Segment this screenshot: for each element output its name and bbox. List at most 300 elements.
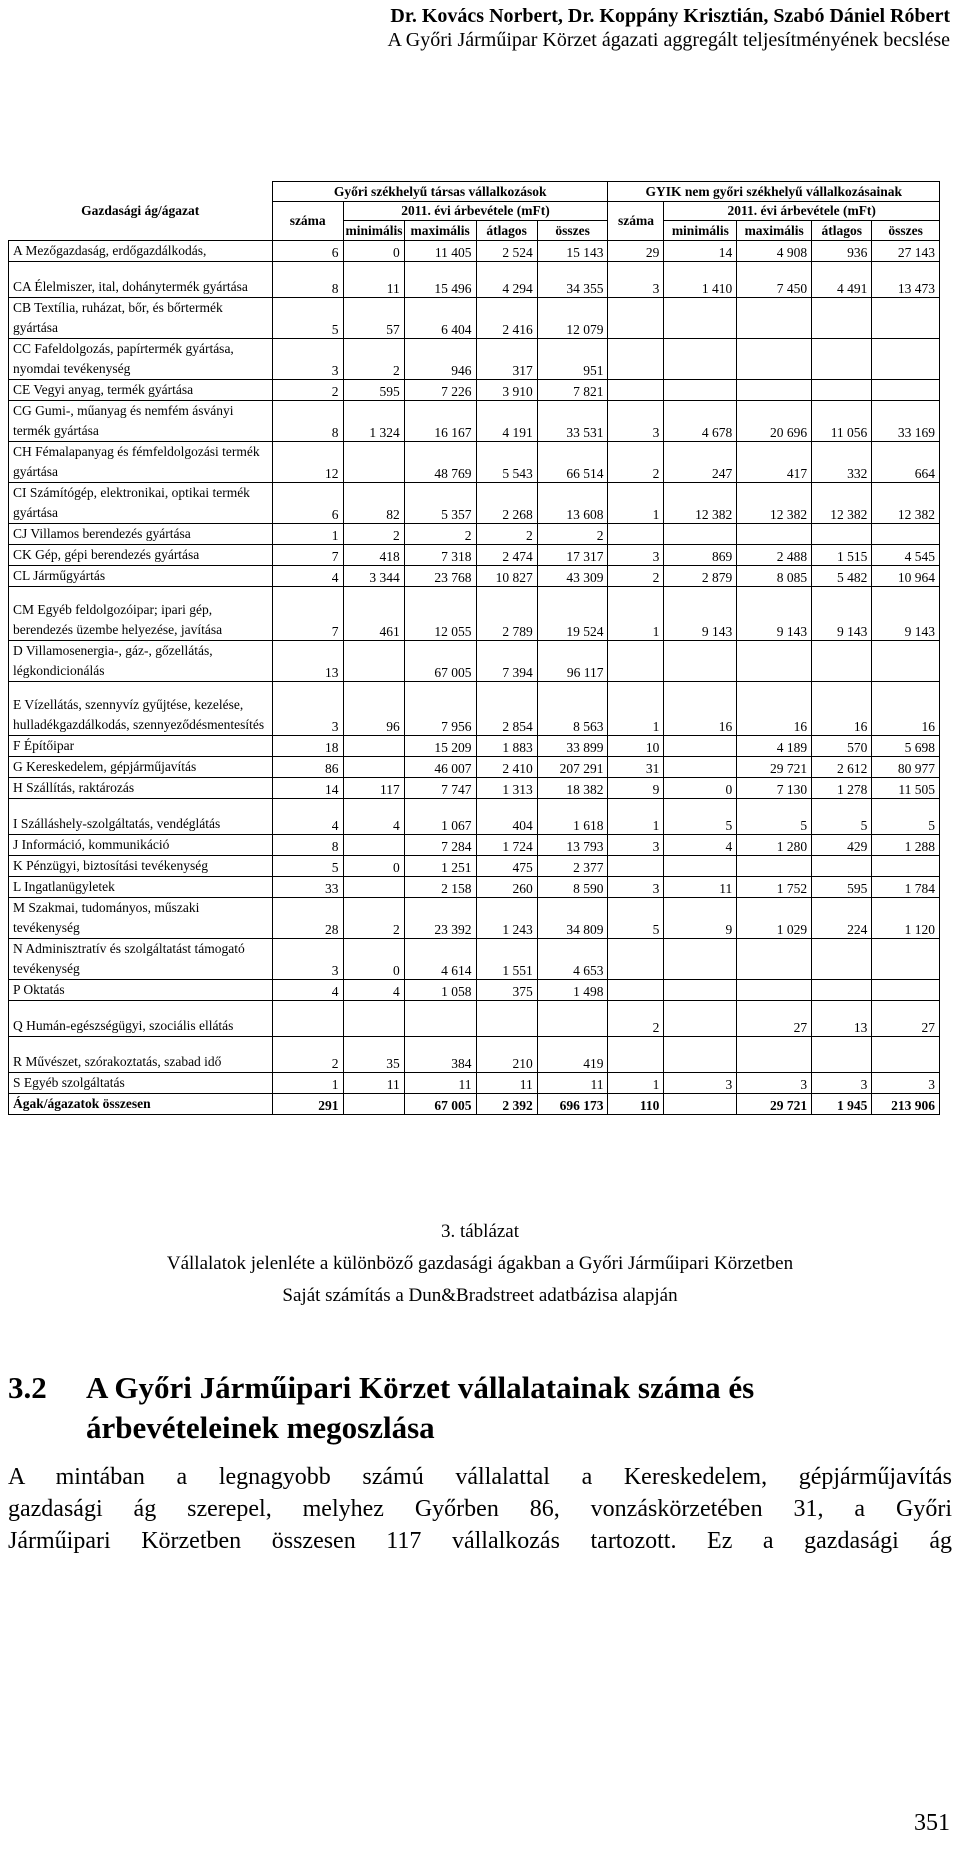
- row-value: 461: [343, 587, 404, 641]
- header-sector: Gazdasági ág/ágazat: [9, 182, 273, 241]
- row-value: [664, 1037, 737, 1073]
- row-value: 9 143: [872, 587, 940, 641]
- row-value: 7 284: [404, 835, 476, 856]
- row-value: 18 382: [537, 778, 608, 799]
- row-value: 2 854: [476, 682, 537, 736]
- row-value: 27: [872, 1001, 940, 1037]
- row-value: 2: [404, 524, 476, 545]
- row-value: [737, 980, 812, 1001]
- table-row: [9, 401, 940, 442]
- row-value: 9 143: [664, 587, 737, 641]
- table-row: [9, 1037, 940, 1073]
- row-value: 1 551: [476, 939, 537, 980]
- row-value: [737, 856, 812, 877]
- row-value: [812, 641, 872, 682]
- sector-table-container: [8, 181, 940, 1115]
- row-value: 11: [343, 262, 404, 298]
- row-value: 4: [343, 799, 404, 835]
- body-line-1: A mintában a legnagyobb számú vállalattal a Kereskedelem, gépjárműjavítás: [8, 1464, 952, 1490]
- row-value: 33 899: [537, 736, 608, 757]
- row-label: CH Fémalapanyag és fémfeldolgozási termék gyártása: [9, 442, 273, 483]
- row-value: 936: [812, 241, 872, 262]
- row-value: 2 416: [476, 298, 537, 339]
- row-label: Ágak/ágazatok összesen: [9, 1094, 273, 1115]
- row-value: 2 392: [476, 1094, 537, 1115]
- row-label: CL Járműgyártás: [9, 566, 273, 587]
- table-row: [9, 380, 940, 401]
- row-value: 2: [476, 524, 537, 545]
- section-title-line2: árbevételeinek megoszlása: [86, 1410, 435, 1445]
- row-value: [664, 298, 737, 339]
- table-row: [9, 483, 940, 524]
- row-label: CG Gumi-, műanyag és nemfém ásványi termék gyártása: [9, 401, 273, 442]
- row-value: 5 482: [812, 566, 872, 587]
- row-value: 1: [272, 1073, 343, 1094]
- header-avg-1: átlagos: [476, 221, 537, 241]
- row-value: [812, 1037, 872, 1073]
- row-value: 67 005: [404, 1094, 476, 1115]
- table-row: [9, 566, 940, 587]
- row-value: 7 394: [476, 641, 537, 682]
- row-value: 1 618: [537, 799, 608, 835]
- row-value: 2 377: [537, 856, 608, 877]
- header-max-2: maximális: [737, 221, 812, 241]
- row-label: E Vízellátás, szennyvíz gyűjtése, kezelése, hulladékgazdálkodás, szennyeződésmentesítés: [9, 682, 273, 736]
- row-value: [872, 641, 940, 682]
- row-value: 375: [476, 980, 537, 1001]
- row-value: 1 945: [812, 1094, 872, 1115]
- row-label: CI Számítógép, elektronikai, optikai termék gyártása: [9, 483, 273, 524]
- row-label: CK Gép, gépi berendezés gyártása: [9, 545, 273, 566]
- row-value: 6 404: [404, 298, 476, 339]
- row-value: 260: [476, 877, 537, 898]
- row-value: 3: [872, 1073, 940, 1094]
- row-value: 13 473: [872, 262, 940, 298]
- row-label: J Információ, kommunikáció: [9, 835, 273, 856]
- row-value: 10 827: [476, 566, 537, 587]
- row-value: 2: [343, 524, 404, 545]
- row-value: [476, 1001, 537, 1037]
- row-value: 16: [812, 682, 872, 736]
- header-avg-2: átlagos: [812, 221, 872, 241]
- row-value: 12 382: [812, 483, 872, 524]
- row-value: 3: [608, 877, 664, 898]
- row-value: 404: [476, 799, 537, 835]
- row-value: 16 167: [404, 401, 476, 442]
- row-value: 4: [272, 566, 343, 587]
- table-row: [9, 442, 940, 483]
- row-value: 696 173: [537, 1094, 608, 1115]
- row-value: 5: [872, 799, 940, 835]
- row-value: 12 382: [664, 483, 737, 524]
- row-value: 11: [343, 1073, 404, 1094]
- row-value: 9: [608, 778, 664, 799]
- row-value: 66 514: [537, 442, 608, 483]
- row-value: 1 752: [737, 877, 812, 898]
- row-label: CJ Villamos berendezés gyártása: [9, 524, 273, 545]
- table-row: [9, 641, 940, 682]
- row-value: [812, 856, 872, 877]
- row-value: 5: [664, 799, 737, 835]
- row-value: 1 120: [872, 898, 940, 939]
- row-value: 9 143: [812, 587, 872, 641]
- row-value: 14: [664, 241, 737, 262]
- row-value: 1 784: [872, 877, 940, 898]
- row-value: 28: [272, 898, 343, 939]
- row-value: 213 906: [872, 1094, 940, 1115]
- row-value: 3 910: [476, 380, 537, 401]
- row-value: [608, 939, 664, 980]
- table-row: [9, 778, 940, 799]
- row-value: 5: [812, 799, 872, 835]
- header-group-gyik: GYIK nem győri székhelyű vállalkozásainak: [608, 182, 940, 202]
- row-value: 1 067: [404, 799, 476, 835]
- header-total-1: összes: [537, 221, 608, 241]
- table-row: [9, 799, 940, 835]
- row-value: 67 005: [404, 641, 476, 682]
- row-value: [404, 1001, 476, 1037]
- row-value: 1: [608, 682, 664, 736]
- row-value: 0: [343, 241, 404, 262]
- header-min-2: minimális: [664, 221, 737, 241]
- row-value: [812, 939, 872, 980]
- row-value: 2: [608, 566, 664, 587]
- row-value: 384: [404, 1037, 476, 1073]
- row-value: 16: [664, 682, 737, 736]
- row-value: 3: [272, 939, 343, 980]
- row-value: [737, 339, 812, 380]
- row-value: 10: [608, 736, 664, 757]
- row-value: 7: [272, 587, 343, 641]
- row-value: 1 515: [812, 545, 872, 566]
- table-row: [9, 980, 940, 1001]
- row-value: 3: [608, 545, 664, 566]
- row-value: 207 291: [537, 757, 608, 778]
- row-value: [872, 1037, 940, 1073]
- page-number: 351: [914, 1810, 950, 1836]
- row-value: 48 769: [404, 442, 476, 483]
- row-value: 2: [272, 380, 343, 401]
- row-value: 35: [343, 1037, 404, 1073]
- row-value: 20 696: [737, 401, 812, 442]
- row-value: [664, 1001, 737, 1037]
- row-label: CC Fafeldolgozás, papírtermék gyártása, nyomdai tevékenység: [9, 339, 273, 380]
- row-value: [664, 736, 737, 757]
- header-count-2: száma: [608, 202, 664, 241]
- row-value: [737, 1037, 812, 1073]
- row-value: 419: [537, 1037, 608, 1073]
- row-value: [737, 524, 812, 545]
- row-value: 15 143: [537, 241, 608, 262]
- row-label: N Adminisztratív és szolgáltatást támogató tevékenység: [9, 939, 273, 980]
- row-value: 13: [272, 641, 343, 682]
- row-value: 29 721: [737, 1094, 812, 1115]
- row-value: 3: [608, 401, 664, 442]
- row-value: 0: [343, 856, 404, 877]
- row-value: [608, 641, 664, 682]
- caption-number: 3. táblázat: [440, 1221, 520, 1242]
- row-value: [737, 298, 812, 339]
- row-value: 33 531: [537, 401, 608, 442]
- table-row: [9, 545, 940, 566]
- row-value: 14: [272, 778, 343, 799]
- row-value: 8 085: [737, 566, 812, 587]
- row-value: 19 524: [537, 587, 608, 641]
- row-value: 2: [608, 1001, 664, 1037]
- row-value: 6: [272, 241, 343, 262]
- row-value: 8 590: [537, 877, 608, 898]
- row-value: 946: [404, 339, 476, 380]
- row-value: 11: [664, 877, 737, 898]
- header-max-1: maximális: [404, 221, 476, 241]
- row-label: Q Humán-egészségügyi, szociális ellátás: [9, 1001, 273, 1037]
- row-value: 247: [664, 442, 737, 483]
- body-paragraph: [8, 1461, 952, 1557]
- row-value: 4: [272, 799, 343, 835]
- row-value: [343, 442, 404, 483]
- row-value: 8: [272, 835, 343, 856]
- row-label: CM Egyéb feldolgozóipar; ipari gép, berendezés üzembe helyezése, javítása: [9, 587, 273, 641]
- row-value: 1 058: [404, 980, 476, 1001]
- row-value: 86: [272, 757, 343, 778]
- row-value: 8: [272, 401, 343, 442]
- row-label: CB Textília, ruházat, bőr, és bőrtermék gyártása: [9, 298, 273, 339]
- row-value: [664, 856, 737, 877]
- row-value: 82: [343, 483, 404, 524]
- row-label: P Oktatás: [9, 980, 273, 1001]
- row-value: 2 410: [476, 757, 537, 778]
- row-value: 29 721: [737, 757, 812, 778]
- row-value: 0: [664, 778, 737, 799]
- row-value: 2 524: [476, 241, 537, 262]
- row-label: A Mezőgazdaság, erdőgazdálkodás,: [9, 241, 273, 262]
- row-value: 27 143: [872, 241, 940, 262]
- row-value: 224: [812, 898, 872, 939]
- row-value: 3: [608, 835, 664, 856]
- row-value: 5: [272, 856, 343, 877]
- row-value: [343, 1094, 404, 1115]
- row-value: 12: [272, 442, 343, 483]
- row-value: 1 324: [343, 401, 404, 442]
- row-value: [608, 380, 664, 401]
- table-row: [9, 262, 940, 298]
- row-value: [343, 757, 404, 778]
- row-value: 429: [812, 835, 872, 856]
- row-value: 110: [608, 1094, 664, 1115]
- row-value: 29: [608, 241, 664, 262]
- row-value: 1 243: [476, 898, 537, 939]
- table-row: [9, 835, 940, 856]
- row-value: 4 491: [812, 262, 872, 298]
- row-value: 6: [272, 483, 343, 524]
- row-label: CE Vegyi anyag, termék gyártása: [9, 380, 273, 401]
- row-value: [812, 298, 872, 339]
- caption-title: Vállalatok jelenléte a különböző gazdasági ágakban a Győri Járműipari Körzetben: [166, 1253, 794, 1274]
- row-value: 33: [272, 877, 343, 898]
- body-line-3: Járműipari Körzetben összesen 117 vállalkozás tartozott. Ez a gazdasági ág: [8, 1528, 952, 1554]
- row-value: 11: [404, 1073, 476, 1094]
- row-value: [608, 1037, 664, 1073]
- row-value: 5: [737, 799, 812, 835]
- row-value: [872, 856, 940, 877]
- table-row: [9, 877, 940, 898]
- row-value: 2 158: [404, 877, 476, 898]
- row-value: 3: [608, 262, 664, 298]
- row-value: 869: [664, 545, 737, 566]
- table-row: [9, 1073, 940, 1094]
- header-revenue-1: 2011. évi árbevétele (mFt): [343, 202, 608, 221]
- row-value: [737, 939, 812, 980]
- row-value: 7 130: [737, 778, 812, 799]
- row-value: 2 879: [664, 566, 737, 587]
- row-value: 96: [343, 682, 404, 736]
- row-value: 4 545: [872, 545, 940, 566]
- row-value: [608, 856, 664, 877]
- row-value: 12 055: [404, 587, 476, 641]
- row-label: S Egyéb szolgáltatás: [9, 1073, 273, 1094]
- row-value: 34 355: [537, 262, 608, 298]
- row-value: 4: [664, 835, 737, 856]
- row-value: 9: [664, 898, 737, 939]
- table-row: [9, 757, 940, 778]
- row-value: 27: [737, 1001, 812, 1037]
- row-value: 12 382: [872, 483, 940, 524]
- row-value: 3: [812, 1073, 872, 1094]
- row-value: 8: [272, 262, 343, 298]
- row-value: 1: [608, 587, 664, 641]
- row-value: 31: [608, 757, 664, 778]
- row-value: [812, 380, 872, 401]
- row-label: F Építőipar: [9, 736, 273, 757]
- row-value: 13 608: [537, 483, 608, 524]
- row-value: [664, 641, 737, 682]
- row-value: 7 747: [404, 778, 476, 799]
- row-value: 417: [737, 442, 812, 483]
- row-value: 317: [476, 339, 537, 380]
- row-value: 4 908: [737, 241, 812, 262]
- table-row: [9, 241, 940, 262]
- row-value: 1 313: [476, 778, 537, 799]
- row-value: 12 382: [737, 483, 812, 524]
- row-value: 1 498: [537, 980, 608, 1001]
- row-value: 5: [272, 298, 343, 339]
- table-row: [9, 856, 940, 877]
- row-value: [872, 380, 940, 401]
- row-value: 12 079: [537, 298, 608, 339]
- row-value: 4 191: [476, 401, 537, 442]
- row-value: 7 956: [404, 682, 476, 736]
- table-row: [9, 736, 940, 757]
- row-value: 1 029: [737, 898, 812, 939]
- header-count-1: száma: [272, 202, 343, 241]
- row-value: 4 189: [737, 736, 812, 757]
- row-value: 1 883: [476, 736, 537, 757]
- row-value: [608, 339, 664, 380]
- row-value: [343, 641, 404, 682]
- row-label: H Szállítás, raktározás: [9, 778, 273, 799]
- table-row: [9, 524, 940, 545]
- row-value: [872, 939, 940, 980]
- row-value: 1: [608, 1073, 664, 1094]
- table-row: [9, 339, 940, 380]
- row-label: K Pénzügyi, biztosítási tevékenység: [9, 856, 273, 877]
- row-value: 9 143: [737, 587, 812, 641]
- table-row: [9, 682, 940, 736]
- row-value: 1 280: [737, 835, 812, 856]
- row-value: 1 288: [872, 835, 940, 856]
- row-value: 4: [343, 980, 404, 1001]
- row-value: 4: [272, 980, 343, 1001]
- row-value: 2: [537, 524, 608, 545]
- row-value: 3 344: [343, 566, 404, 587]
- row-value: [608, 980, 664, 1001]
- row-value: 4 678: [664, 401, 737, 442]
- row-value: 117: [343, 778, 404, 799]
- row-label: D Villamosenergia-, gáz-, gőzellátás, légkondicionálás: [9, 641, 273, 682]
- row-value: 18: [272, 736, 343, 757]
- row-value: 5 698: [872, 736, 940, 757]
- row-value: 3: [737, 1073, 812, 1094]
- row-value: [872, 339, 940, 380]
- row-value: 7 450: [737, 262, 812, 298]
- row-value: 11: [537, 1073, 608, 1094]
- row-value: 7 821: [537, 380, 608, 401]
- row-value: [664, 757, 737, 778]
- row-value: [664, 380, 737, 401]
- row-value: 80 977: [872, 757, 940, 778]
- row-value: 951: [537, 339, 608, 380]
- row-value: [272, 1001, 343, 1037]
- row-label: CA Élelmiszer, ital, dohánytermék gyártása: [9, 262, 273, 298]
- row-value: [343, 835, 404, 856]
- page-header: [387, 4, 950, 52]
- row-value: 1 251: [404, 856, 476, 877]
- row-value: 332: [812, 442, 872, 483]
- row-value: 13 793: [537, 835, 608, 856]
- row-value: 2 789: [476, 587, 537, 641]
- row-value: 1: [272, 524, 343, 545]
- row-value: 7: [272, 545, 343, 566]
- row-value: 3: [272, 339, 343, 380]
- row-value: 23 392: [404, 898, 476, 939]
- row-value: 7 318: [404, 545, 476, 566]
- row-value: [537, 1001, 608, 1037]
- row-value: 34 809: [537, 898, 608, 939]
- row-value: [872, 298, 940, 339]
- row-value: 2: [272, 1037, 343, 1073]
- table-row: [9, 587, 940, 641]
- row-value: 2 488: [737, 545, 812, 566]
- row-value: 10 964: [872, 566, 940, 587]
- section-title-line1: A Győri Járműipari Körzet vállalatainak száma és: [86, 1370, 755, 1405]
- header-group-gyor: Győri székhelyű társas vállalkozások: [272, 182, 608, 202]
- row-value: [812, 980, 872, 1001]
- row-label: M Szakmai, tudományos, műszaki tevékenység: [9, 898, 273, 939]
- row-value: 17 317: [537, 545, 608, 566]
- row-value: 57: [343, 298, 404, 339]
- row-value: 2 474: [476, 545, 537, 566]
- row-value: [872, 524, 940, 545]
- row-value: 23 768: [404, 566, 476, 587]
- row-value: 11: [476, 1073, 537, 1094]
- row-value: 11 405: [404, 241, 476, 262]
- row-value: 43 309: [537, 566, 608, 587]
- row-value: [664, 939, 737, 980]
- row-value: 4 294: [476, 262, 537, 298]
- row-value: 5 357: [404, 483, 476, 524]
- table-row: [9, 898, 940, 939]
- header-total-2: összes: [872, 221, 940, 241]
